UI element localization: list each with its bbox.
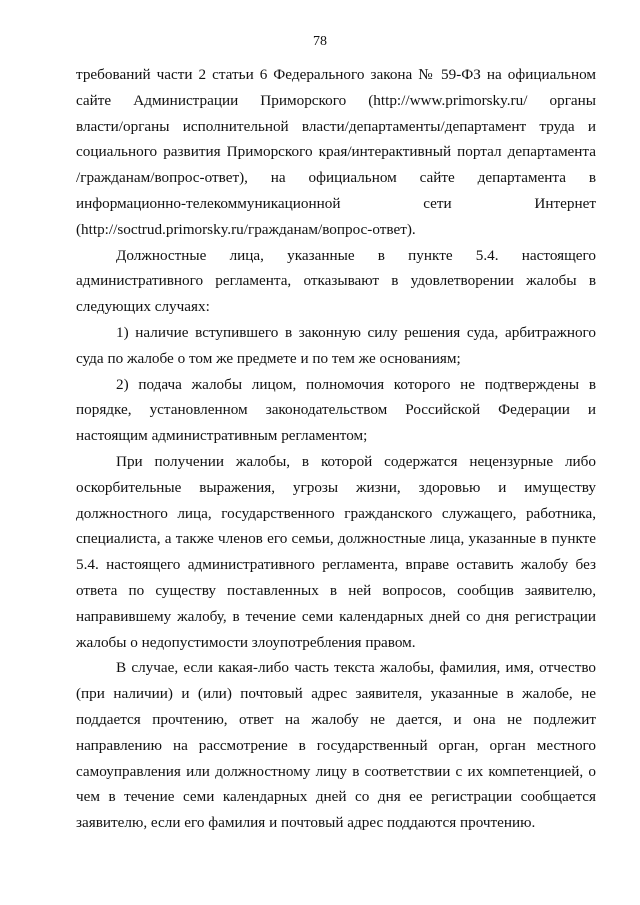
text-line: При получении жалобы, в которой содержатся нецензурные либо: [116, 452, 596, 470]
text-line: заявителю, если его фамилия и почтовый адрес поддаются прочтению.: [76, 814, 536, 832]
text-line: сайте Администрации Приморского (http://www.primorsky.ru/ органы: [76, 91, 596, 109]
text-line: В случае, если какая-либо часть текста жалобы, фамилия, имя, отчество: [116, 659, 596, 677]
text-line: суда по жалобе о том же предмете и по тем же основаниям;: [76, 349, 461, 367]
text-line: порядке, установленном законодательством Российской Федерации и: [76, 401, 596, 419]
text-line: (http://soctrud.primorsky.ru/гражданам/вопрос-ответ).: [76, 220, 416, 238]
text-line: административного регламента, отказывают в удовлетворении жалобы в: [76, 272, 596, 290]
document-body: [76, 62, 596, 836]
text-line: Должностные лица, указанные в пункте 5.4. настоящего: [116, 246, 596, 264]
paragraph-case-1: [76, 320, 596, 372]
paragraph-refusal-cases: [76, 243, 596, 320]
text-line: требований части 2 статьи 6 Федерального закона № 59-ФЗ на официальном: [76, 66, 596, 83]
paragraph-unreadable-complaint: [76, 655, 596, 836]
paragraph-case-2: [76, 372, 596, 449]
text-line: власти/органы исполнительной власти/департаменты/департамент труда и: [76, 117, 596, 135]
text-line: оскорбительные выражения, угрозы жизни, здоровью и имуществу: [76, 478, 596, 496]
text-line: чем в течение семи календарных дней со дня ее регистрации сообщается: [76, 788, 596, 806]
text-line: социального развития Приморского края/интерактивный портал департамента: [76, 143, 596, 161]
text-line: (при наличии) и (или) почтовый адрес заявителя, указанные в жалобе, не: [76, 685, 596, 703]
text-line: следующих случаях:: [76, 298, 210, 316]
text-line: 1) наличие вступившего в законную силу решения суда, арбитражного: [116, 323, 596, 341]
text-line: направившему жалобу, в течение семи календарных дней со дня регистрации: [76, 607, 596, 625]
text-line: ответа по существу поставленных в ней вопросов, сообщив заявителю,: [76, 581, 596, 599]
text-line: 5.4. настоящего административного регламента, вправе оставить жалобу без: [76, 556, 596, 574]
text-line: поддается прочтению, ответ на жалобу не дается, и она не подлежит: [76, 710, 596, 728]
text-line: должностного лица, государственного гражданского служащего, работника,: [76, 504, 596, 522]
text-line: /гражданам/вопрос-ответ), на официальном сайте департамента в: [76, 169, 596, 187]
paragraph-obscene-complaint: [76, 449, 596, 655]
paragraph-official-site: [76, 62, 596, 243]
text-line: самоуправления или должностному лицу в соответствии с их компетенцией, о: [76, 762, 596, 780]
page-number: 78: [313, 34, 327, 49]
text-line: направлению на рассмотрение в государственный орган, орган местного: [76, 736, 596, 754]
text-line: 2) подача жалобы лицом, полномочия которого не подтверждены в: [116, 375, 596, 393]
text-line: жалобы о недопустимости злоупотребления правом.: [76, 633, 416, 651]
text-line: информационно-телекоммуникационной сети Интернет: [76, 194, 596, 212]
text-line: настоящим административным регламентом;: [76, 427, 368, 445]
text-line: специалиста, а также членов его семьи, должностные лица, указанные в пункте: [76, 530, 596, 548]
